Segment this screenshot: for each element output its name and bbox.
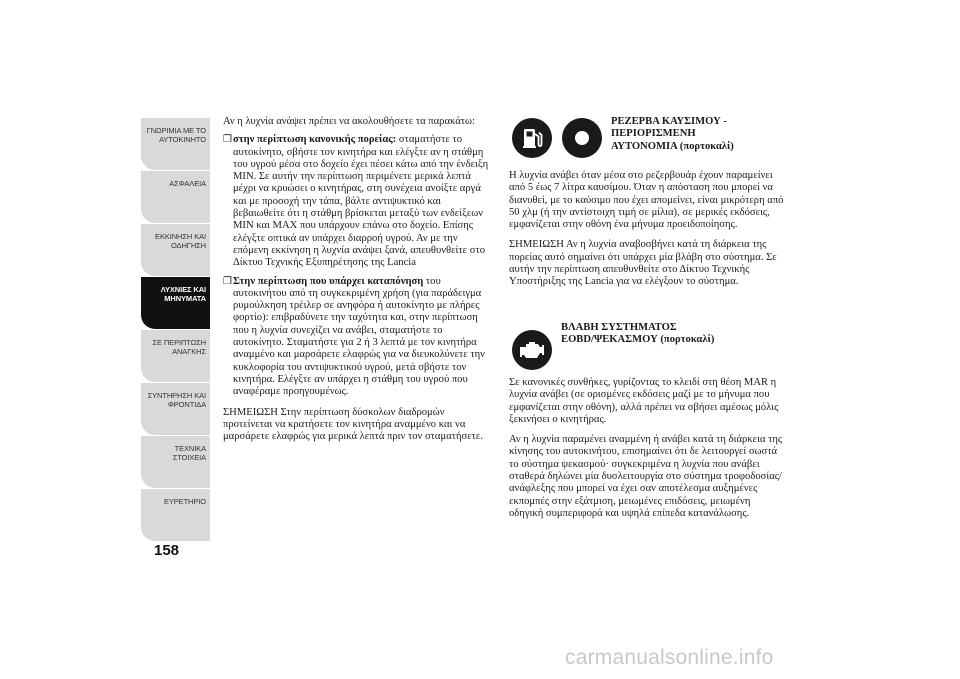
eobd-malfunction-text: Αν η λυχνία παραμένει αναμμένη ή ανάβει κατά τη διάρκεια της κίνησης του αυτοκινήτου, επισημαίνει ότι δε λειτουργεί σωστά το σύστημα ψεκασμού· συγκεκριμένα η λυχνία που ανάβει σταθερά δηλώνει μία δυσλειτουργία στο σύστημα τροφοδοσίας/ανάφλεξης που μπορεί να έχει σαν αποτέλεσμα αυξημένες εκπομπές στην εξάτμιση, μειωμένες επιδόσεις, μειωμένη οδηγική συμπεριφορά και υψηλά επίπεδα κατανάλωσης. <box>509 434 783 519</box>
fuel-pump-icon <box>512 118 552 158</box>
eobd-heading: ΒΛΑΒΗ ΣΥΣΤΗΜΑΤΟΣ EOBD/ΨΕΚΑΣΜΟΥ (πορτοκαλί) <box>561 322 715 346</box>
eobd-description: Σε κανονικές συνθήκες, γυρίζοντας το κλειδί στη θέση MAR η λυχνία ανάβει (σε ορισμένες εκδόσεις μαζί με το μήνυμα που εμφανίζεται στην οθόνη), αλλά πρέπει να σβήσει αμέσως μόλις ξεκινήσει ο κινητήρας. <box>509 377 779 425</box>
tab-index[interactable] <box>141 489 210 541</box>
watermark: carmanualsonline.info <box>565 646 774 669</box>
bullet-heading: στην περίπτωση κανονικής πορείας: <box>233 134 397 146</box>
tab-label: ΓΝΩΡΙΜΙΑ ΜΕ ΤΟ ΑΥΤΟΚΙΝΗΤΟ <box>146 126 206 144</box>
tab-warning-lights-messages[interactable] <box>141 277 210 329</box>
right-column-fuel <box>509 170 787 289</box>
engine-check-icon <box>512 330 552 370</box>
bullet-body: του αυτοκινήτου από τη συγκεκριμένη χρήση (για παράδειγμα ρυμούλκηση τρέιλερ σε ανηφόρα ή αυτοκίνητο με πλήρες φορτίο): επιβραδύνετε την ταχύτητα και, στην περίπτωση που η λυχνία συνεχίζει να ανάβει, σταματήστε το αυτοκίνητο. Σταματήστε για 2 ή 3 λεπτά με τον κινητήρα αναμμένο και μαρσάρετε ελαφρώς για να διευκολύνετε την κυκλοφορία του αντιψυκτικού υγρού, μετά σβήστε τον κινητήρα. Ελέγξτε αν υπάρχει η στάθμη του υγρού που αναφέραμε προηγουμένως. <box>233 275 485 398</box>
tab-label: ΕΚΚΙΝΗΣΗ ΚΑΙ ΟΔΗΓΗΣΗ <box>155 232 206 250</box>
tab-label: ΤΕΧΝΙΚΑ ΣΤΟΙΧΕΙΑ <box>172 444 206 462</box>
bullet-normal-driving <box>223 134 491 269</box>
bullet-body: σταματήστε το αυτοκίνητο, σβήστε τον κινητήρα και ελέγξτε αν η στάθμη του υγρού μέσα στο δοχείο έχει πέσει κάτω από την ένδειξη MIN. Σε αυτήν την περίπτωση περιμένετε μερικά λεπτά μέχρι να κρυώσει ο κινητήρας, στη συνέχεια ανοίξτε αργά και με προσοχή την τάπα, βάλτε αντιψυκτικό και βεβαιωθείτε ότι η στάθμη βρίσκεται μεταξύ των ενδείξεων MIN και MAX που υπάρχουν επάνω στο δοχείο. Επίσης ελέγξτε οπτικά αν υπάρχει διαρροή υγρού. Αν με την επόμενη εκκίνηση η λυχνία ανάψει ξανά, απευθυνθείτε στο Δίκτυο Τεχνικής Εξυπηρέτησης της Lancia <box>233 134 489 269</box>
tab-technical-data[interactable] <box>141 436 210 488</box>
tab-getting-to-know-car[interactable] <box>141 118 210 170</box>
intro-text: Αν η λυχνία ανάψει πρέπει να ακολουθήσετε τα παρακάτω: <box>223 116 475 127</box>
tab-label: ΣΥΝΤΗΡΗΣΗ ΚΑΙ ΦΡΟΝΤΙΔΑ <box>147 391 206 409</box>
tab-starting-driving[interactable] <box>141 224 210 276</box>
bullet-heavy-use <box>223 276 491 399</box>
page-number: 158 <box>154 542 180 559</box>
right-column-eobd <box>509 377 787 520</box>
bullet-heading: Στην περίπτωση που υπάρχει καταπόνηση <box>233 275 424 287</box>
fuel-description: Η λυχνία ανάβει όταν μέσα στο ρεζερβουάρ έχουν παραμείνει από 5 έως 7 λίτρα καυσίμου. Όταν η απόσταση που μπορεί να διανυθεί, με το καύσιμο που έχει απομείνει, είναι μικρότερη από 50 χλμ (ή την αντίστοιχη τιμή σε μίλια), σε μερικές εκδόσεις, εμφανίζεται στην οθόνη ένα μήνυμα προειδοποίησης. <box>509 170 784 231</box>
left-column <box>223 116 491 443</box>
indicator-lamp-icon <box>562 118 602 158</box>
note-text: ΣΗΜΕΙΩΣΗ Στην περίπτωση δύσκολων διαδρομών προτείνεται να κρατήσετε τον κινητήρα αναμμένο και να μαρσάρετε ελαφρώς για μερικά λεπτά πριν τον σταματήσετε. <box>223 406 484 443</box>
tab-maintenance-care[interactable] <box>141 383 210 435</box>
checkbox-bullet-icon: ❐ <box>223 275 232 287</box>
fuel-reserve-heading: ΡΕΖΕΡΒΑ ΚΑΥΣΙΜΟΥ - ΠΕΡΙΟΡΙΣΜΕΝΗ ΑΥΤΟΝΟΜΙΑ (πορτοκαλί) <box>611 116 734 152</box>
fuel-note: ΣΗΜΕΙΩΣΗ Αν η λυχνία αναβοσβήνει κατά τη διάρκεια της πορείας αυτό σημαίνει ότι υπάρχει μία βλάβη στο σύστημα. Σε αυτήν την περίπτωση απευθυνθείτε στο Δίκτυο Τεχνικής Υποστήριξης της Lancia για να ελέγξουν το σύστημα. <box>509 239 777 288</box>
tab-label: ΑΣΦΑΛΕΙΑ <box>169 179 206 188</box>
tab-emergency[interactable] <box>141 330 210 382</box>
tab-safety[interactable] <box>141 171 210 223</box>
tab-label: ΣΕ ΠΕΡΙΠΤΩΣΗ ΑΝΑΓΚΗΣ <box>152 338 206 356</box>
checkbox-bullet-icon: ❐ <box>223 134 232 146</box>
tab-label: ΛΥΧΝΙΕΣ ΚΑΙ ΜΗΝΥΜΑΤΑ <box>160 285 206 303</box>
tab-label: ΕΥΡΕΤΗΡΙΟ <box>163 497 206 506</box>
